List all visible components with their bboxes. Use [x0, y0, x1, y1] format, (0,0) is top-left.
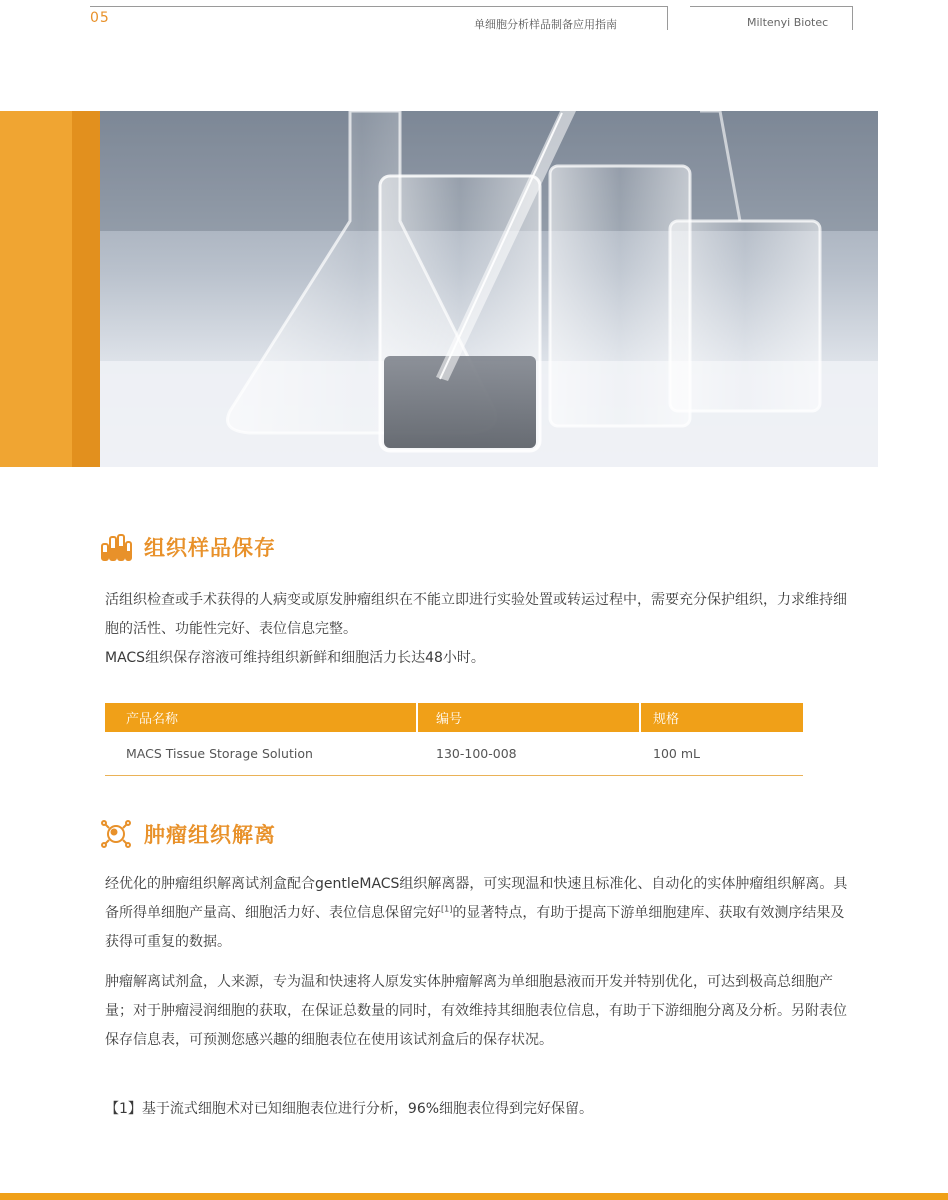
table-row: [105, 732, 803, 776]
section-title: 组织样品保存: [144, 536, 276, 560]
header-rule-tick-right: [852, 6, 853, 30]
footer-bar: [0, 1193, 948, 1200]
table-cell: 100 mL: [653, 746, 700, 761]
section-title: 肿瘤组织解离: [144, 823, 276, 847]
table-cell: 130-100-008: [436, 746, 517, 761]
header-rule-right: [690, 6, 853, 7]
header-rule-tick: [667, 6, 668, 30]
lab-glassware-photo: [100, 111, 878, 467]
test-tubes-icon: [100, 532, 132, 562]
header-brand: Miltenyi Biotec: [747, 16, 829, 29]
page-number: 05: [90, 10, 110, 26]
banner-orange-strip: [72, 111, 100, 467]
paragraph-part: 经优化的肿瘤组织解离试剂盒配合gentleMACS组织解离器，可实现温和快速且标准化、自动化的实体肿瘤组织解离。具备所得单细胞产量高、细胞活力好、表位信息保留完好: [105, 876, 848, 921]
section-heading-tissue-storage: [100, 532, 276, 562]
table-header-cell: 编号: [416, 703, 639, 732]
footnote: 【1】基于流式细胞术对已知细胞表位进行分析，96%细胞表位得到完好保留。: [105, 1101, 594, 1117]
cell-icon: [100, 819, 132, 849]
table-cell: MACS Tissue Storage Solution: [126, 746, 313, 761]
reference-marker: [1]: [441, 904, 453, 914]
table-header-cell: 产品名称: [126, 712, 179, 727]
paragraph: 肿瘤解离试剂盒，人来源，专为温和快速将人原发实体肿瘤解离为单细胞悬液而开发并特别优化，可达到极高总细胞产量；对于肿瘤浸润细胞的获取，在保证总数量的同时，有效维持其细胞表位信息，有助于下游细胞分离及分析。另附表位保存信息表，可预测您感兴趣的细胞表位在使用该试剂盒后的保存状况。: [105, 974, 847, 1048]
product-table: [105, 703, 803, 776]
paragraph-part: 的显著特点，有助于提高下游单细胞建库、获取有效测序结果及获得可重复的数据。: [105, 905, 845, 950]
table-header-cell: 规格: [639, 703, 803, 732]
paragraph: [105, 870, 857, 957]
section-heading-tumor-dissociation: [100, 819, 276, 849]
tumor-dissociation-text-1: [105, 870, 857, 957]
header-rule: [90, 6, 668, 7]
tumor-dissociation-text-2: [105, 968, 857, 1055]
header-doc-title: 单细胞分析样品制备应用指南: [474, 18, 617, 31]
paragraph: MACS组织保存溶液可维持组织新鲜和细胞活力长达48小时。: [105, 650, 485, 666]
tissue-storage-text: [105, 586, 857, 673]
paragraph: 活组织检查或手术获得的人病变或原发肿瘤组织在不能立即进行实验处置或转运过程中，需要充分保护组织，力求维持细胞的活性、功能性完好、表位信息完整。: [105, 592, 847, 637]
table-header-row: [105, 703, 803, 732]
banner-orange-block: [0, 111, 72, 467]
